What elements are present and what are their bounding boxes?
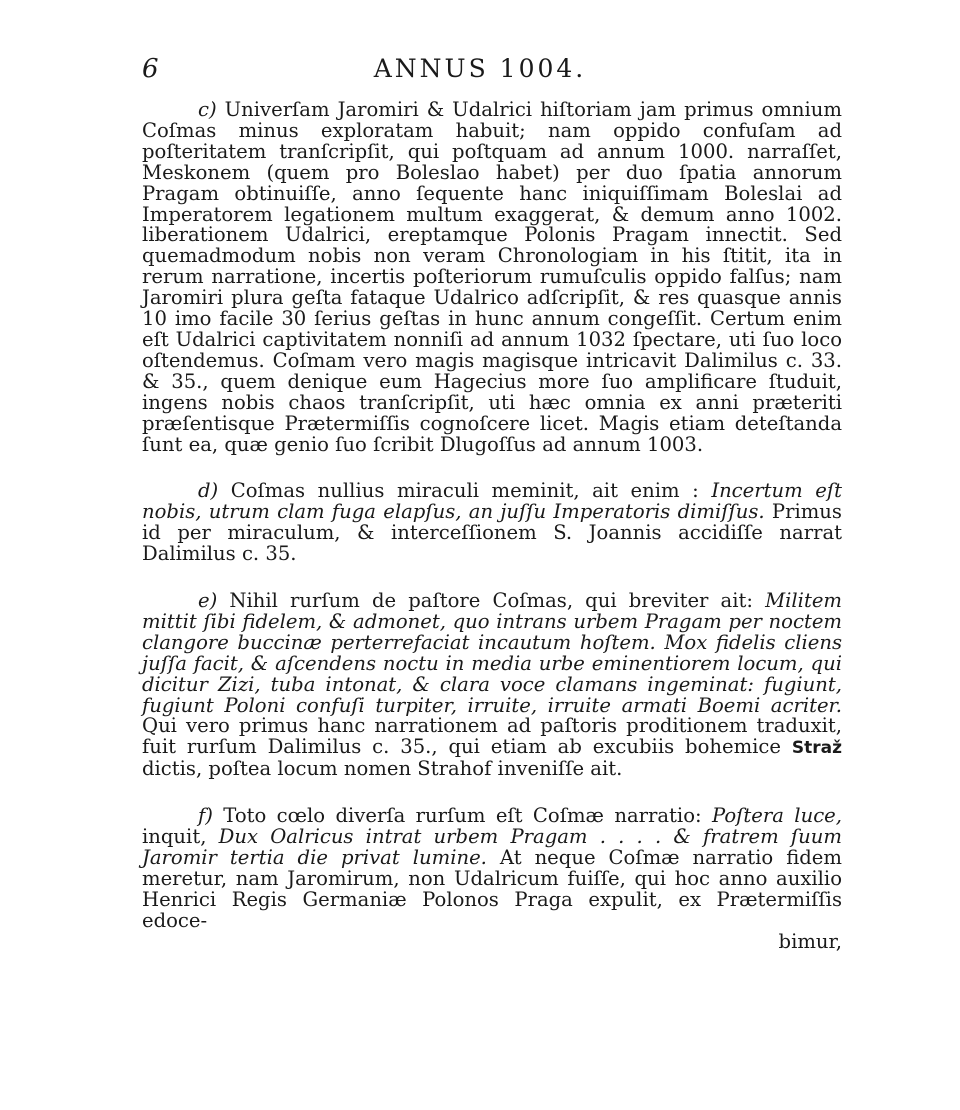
note-e xyxy=(142,591,842,780)
text-run: inquit, xyxy=(142,825,219,849)
note-label: d) xyxy=(198,479,219,503)
text-run: Coſmas nullius miraculi meminit, ait enim : xyxy=(218,479,712,503)
text-run: dictis, poſtea locum nomen Strahof inveniſſe ait. xyxy=(142,757,623,781)
footnotes xyxy=(142,100,842,953)
text-run: Qui vero primus hanc narrationem ad paſtoris proditionem traduxit, fuit rurſum Dalimilus c. 35., qui etiam ab excubiis bohemice xyxy=(142,714,842,759)
note-d xyxy=(142,481,842,565)
note-label: e) xyxy=(198,589,218,613)
page-header xyxy=(0,52,960,92)
note-label: f) xyxy=(198,804,213,828)
note-c xyxy=(142,100,842,455)
text-run: Nihil rurſum de paſtore Coſmas, qui breviter ait: xyxy=(217,589,766,613)
text-run: Primus id per miraculum, & interceſſionem S. Joannis accidiſſe narrat Dalimilus c. 35. xyxy=(142,500,842,566)
text-run: Univerſam Jaromiri & Udalrici hiſtoriam jam primus omnium Coſmas minus exploratam habuit; nam oppido confuſam ad poſteritatem tranſcripſit, qui poſtquam ad annum 1000. narraſſet, Meskonem (quem pro Boleslao habet) per duo ſpatia annorum Pragam obtinuiſſe, anno ſequente hanc iniquiſſimam Boleslai ad Imperatorem legationem multum exaggerat, & demum anno 1002. liberationem Udalrici, ereptamque Polonis Pragam innectit. Sed quemadmodum nobis non veram Chronologiam in his ſtitit, ita in rerum narratione, incertis poſteriorum rumuſculis oppido falſus; nam Jaromiri plura geſta fataque Udalrico adſcripſit, & res quasque annis 10 imo facile 30 ſerius geſtas in hunc annum congeſſit. Certum enim eſt Udalrici captivitatem nonniſi ad annum 1032 ſpectare, uti ſuo loco oſtendemus. Coſmam vero magis magisque intricavit Dalimilus c. 33. & 35., quem denique eum Hagecius more ſuo amplificare ſtuduit, ingens nobis chaos tranſcripſit, uti hæc omnia ex anni præteriti præſentisque Prætermiſſis cognoſcere licet. Magis etiam deteſtanda ſunt ea, quæ genio ſuo ſcribit Dlugoſſus ad annum 1003. xyxy=(142,98,842,456)
running-head: ANNUS 1004. xyxy=(373,54,587,83)
note-f xyxy=(142,806,842,952)
text-run: At neque Coſmæ narratio fidem meretur, nam Jaromirum, non Udalricum fuiſſe, qui hoc anno auxilio Henrici Regis Germaniæ Polonos Praga expulit, ex Prætermiſſis edoce- xyxy=(142,846,842,932)
quotation: Dux Oalricus intrat urbem Pragam . . . . & fratrem ſuum Jaromir tertia die privat lumine. xyxy=(142,825,842,869)
text-run: Toto cœlo diverſa rurſum eſt Coſmæ narratio: xyxy=(212,804,712,828)
quotation: Militem mittit ſibi fidelem, & admonet, quo intrans urbem Pragam per noctem clangore buccinæ perterrefaciat incautum hoſtem. Mox fidelis cliens juſſa facit, & aſcendens noctu in media urbe eminentiorem locum, qui dicitur Zizi, tuba intonat, & clara voce clamans ingeminat: fugiunt, fugiunt Poloni confuſi turpiter, irruite, irruite armati Boemi acriter. xyxy=(142,589,842,717)
catchword: bimur, xyxy=(778,929,842,953)
blackletter-word: Straž xyxy=(791,738,842,759)
note-label: c) xyxy=(198,98,217,121)
page-number: 6 xyxy=(142,54,159,84)
quotation: Poſtera luce, xyxy=(711,804,842,828)
quotation: Incertum eſt nobis, utrum clam fuga elapſus, an juſſu Imperatoris dimiſſus. xyxy=(142,479,842,524)
